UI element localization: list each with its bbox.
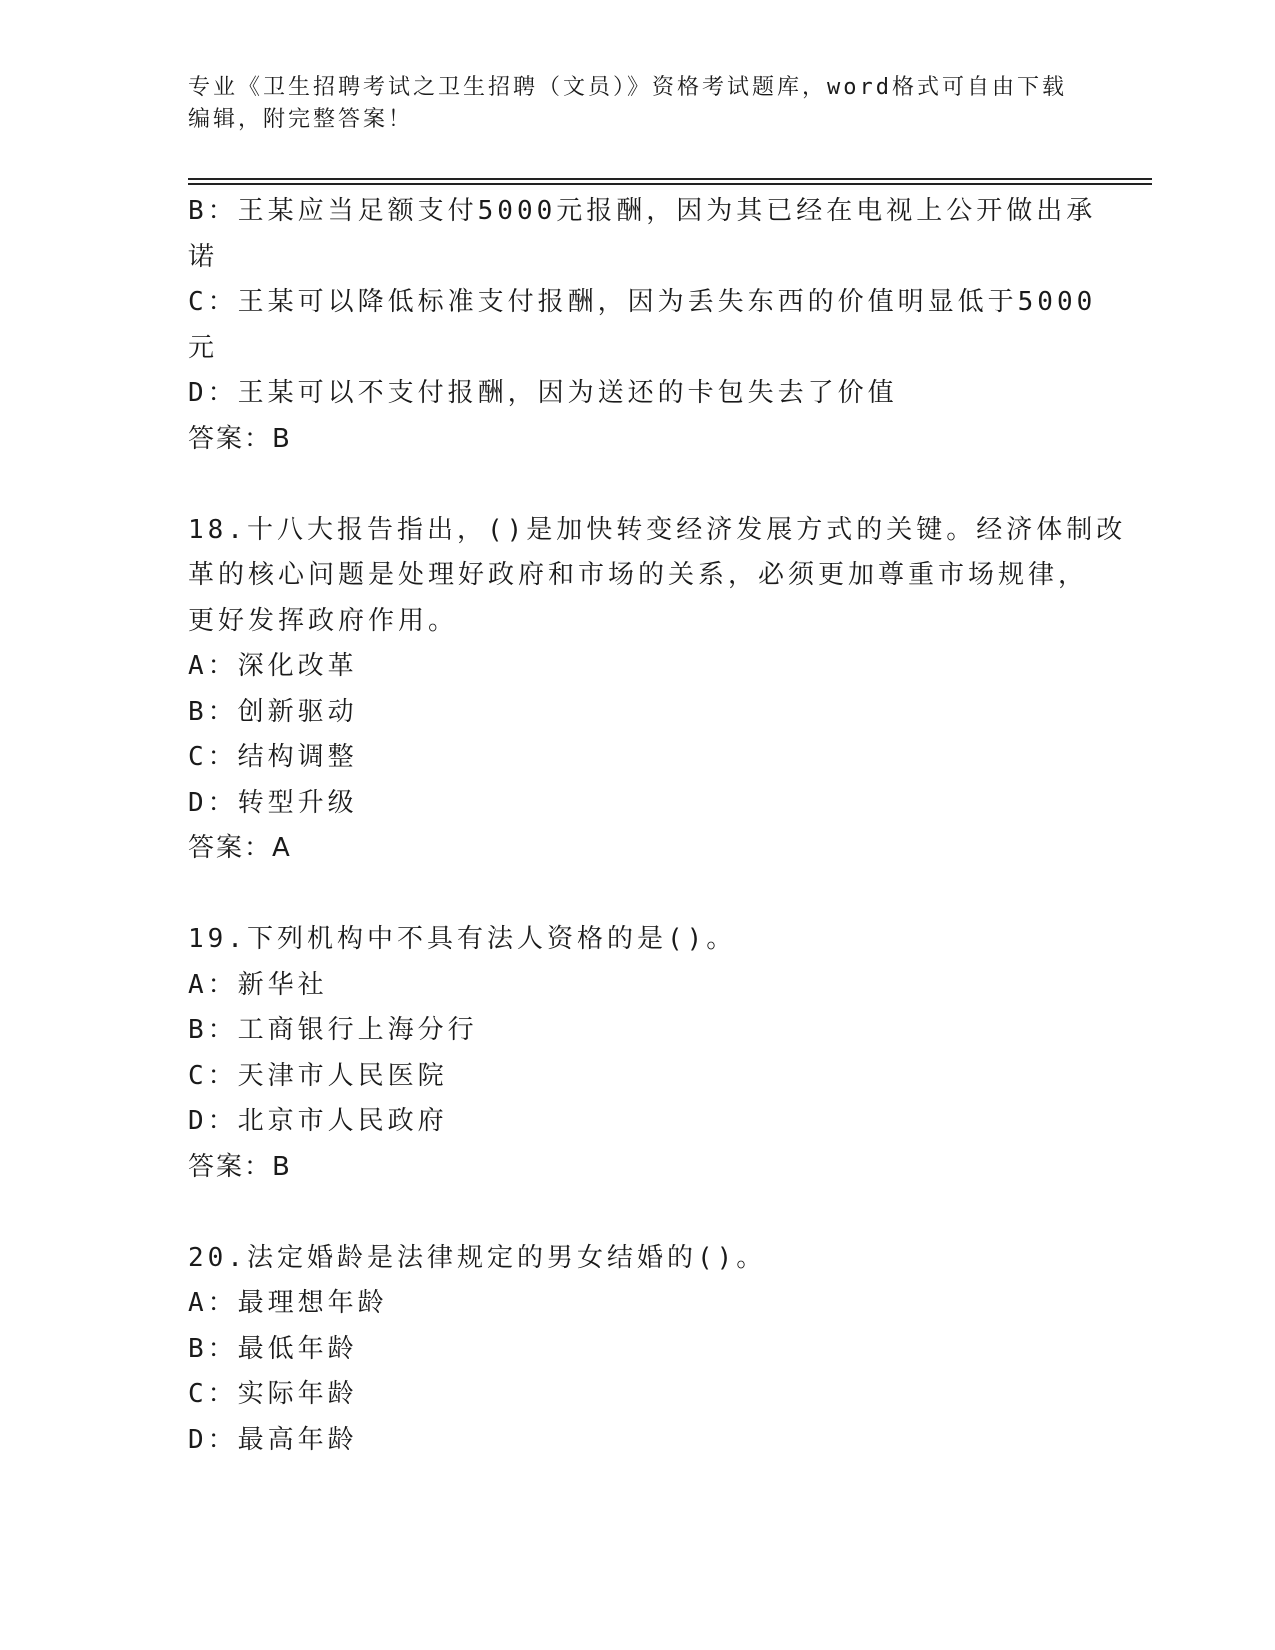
option-d: D：王某可以不支付报酬，因为送还的卡包失去了价值	[188, 378, 898, 408]
question-spacer	[188, 1190, 1088, 1236]
option-a: A：深化改革	[188, 651, 358, 681]
option-c-continued: 元	[188, 332, 219, 363]
question-text: 18.十八大报告指出，()是加快转变经济发展方式的关键。经济体制改	[188, 514, 1127, 545]
question-list	[188, 189, 1127, 1463]
question-text: 20.法定婚龄是法律规定的男女结婚的()。	[188, 1242, 767, 1273]
option-c: C：王某可以降低标准支付报酬，因为丢失东西的价值明显低于5000	[188, 287, 1097, 317]
option-c: C：天津市人民医院	[188, 1060, 448, 1091]
option-c: C：结构调整	[188, 742, 358, 772]
option-a: A：新华社	[188, 969, 328, 1000]
question-spacer	[188, 462, 1088, 508]
option-d: D：最高年龄	[188, 1424, 358, 1455]
option-b: B：工商银行上海分行	[188, 1015, 478, 1045]
answer: 答案：B	[188, 1151, 292, 1182]
option-b: B：王某应当足额支付5000元报酬，因为其已经在电视上公开做出承	[188, 196, 1097, 226]
question-18	[188, 508, 1127, 872]
option-b: B：最低年龄	[188, 1333, 358, 1364]
question-text-continued: 革的核心问题是处理好政府和市场的关系，必须更加尊重市场规律，	[188, 560, 1089, 590]
option-a: A：最理想年龄	[188, 1288, 388, 1318]
question-17-continued	[188, 189, 1097, 462]
document-header	[188, 72, 1088, 136]
option-d: D：北京市人民政府	[188, 1106, 448, 1136]
header-line-2: 编辑，附完整答案！	[188, 107, 414, 132]
question-text-continued: 更好发挥政府作用。	[188, 605, 459, 636]
question-text: 19.下列机构中不具有法人资格的是()。	[188, 924, 737, 954]
header-line-1: 专业《卫生招聘考试之卫生招聘（文员）》资格考试题库，word格式可自由下载	[188, 75, 1067, 100]
question-19	[188, 917, 1088, 1190]
header-divider-bottom	[188, 183, 1152, 185]
option-b: B：创新驱动	[188, 696, 358, 727]
answer: 答案：A	[188, 833, 292, 863]
header-divider-top	[188, 178, 1152, 180]
question-20	[188, 1236, 1088, 1464]
option-b-continued: 诺	[188, 241, 219, 272]
answer: 答案：B	[188, 423, 292, 454]
question-spacer	[188, 872, 1088, 918]
option-d: D：转型升级	[188, 787, 358, 818]
option-c: C：实际年龄	[188, 1379, 358, 1409]
